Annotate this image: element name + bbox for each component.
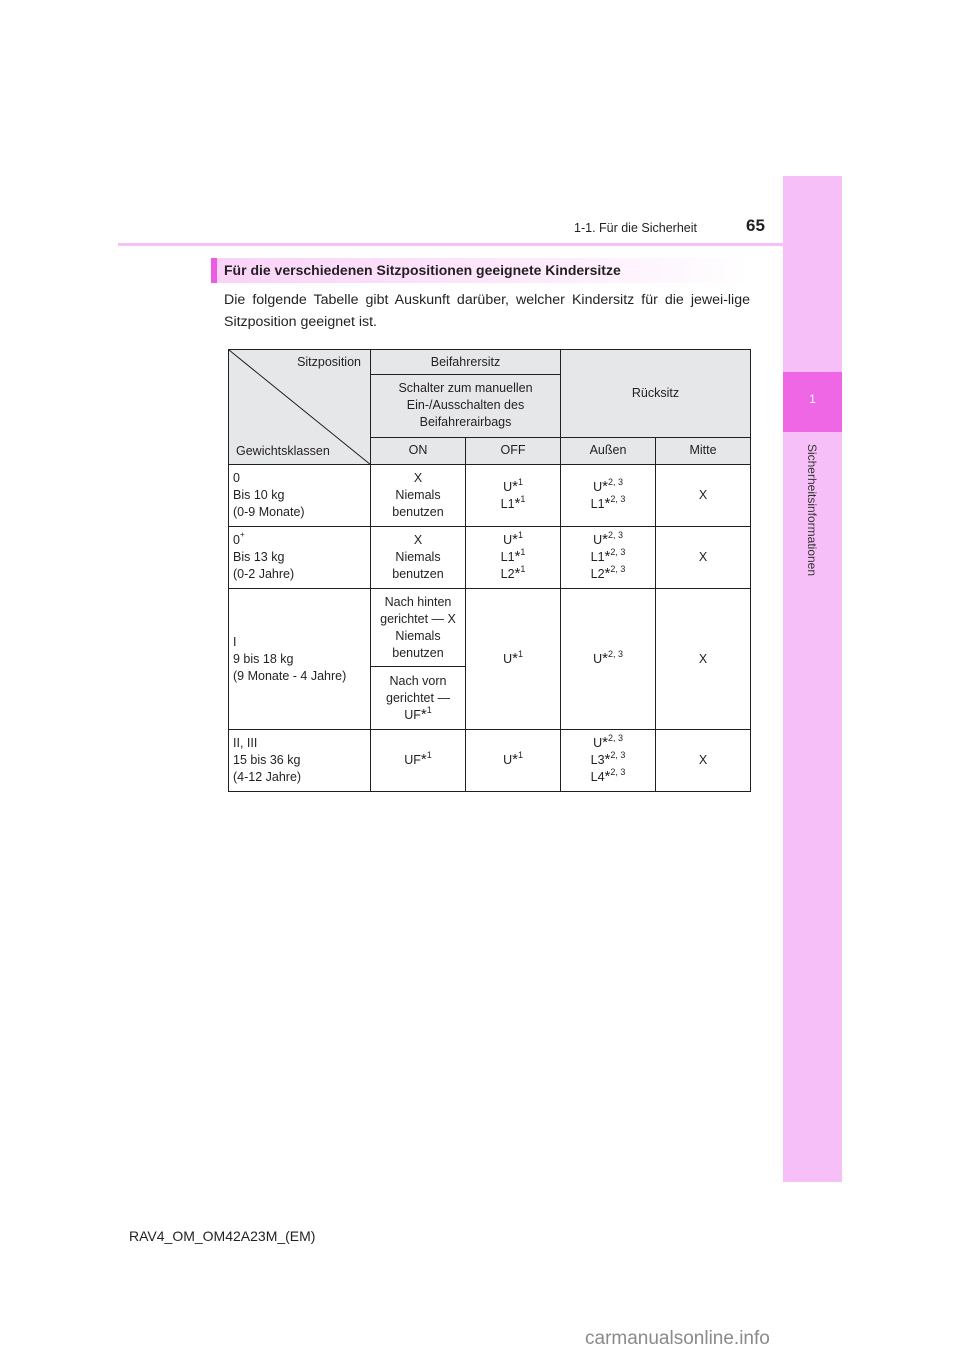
table-row (229, 527, 751, 589)
off-cell: U*$^1$ (466, 589, 561, 730)
middle-cell: X (656, 527, 751, 589)
header-rule (118, 243, 842, 246)
on-cell: X Niemals benutzen (371, 527, 466, 589)
intro-paragraph: Die folgende Tabelle gibt Auskunft darüber, welcher Kindersitz für die jewei-lige Sitzposition geeignet ist. (224, 292, 750, 330)
group-weight: Bis 10 kg (233, 488, 285, 502)
table-row (229, 730, 751, 792)
on-forward-facing-cell: Nach vorn gerichtet — UF*$^1$ (371, 667, 466, 730)
outer-cell: U*$^{2, 3}$ (561, 589, 656, 730)
footer-manual-code: RAV4_OM_OM42A23M_(EM) (129, 1228, 316, 1244)
group-age: (0-2 Jahre) (233, 567, 295, 581)
col-middle: Mitte (656, 437, 751, 464)
group-label: 0+ (233, 530, 245, 547)
section-title-accent (211, 258, 217, 283)
group-age: (0-9 Monate) (233, 505, 305, 519)
outer-cell: U*$^{2, 3}$ L1*$^{2, 3}$ (561, 465, 656, 527)
off-cell: U*$^1$ L1*$^1$ (466, 465, 561, 527)
table-row (229, 465, 751, 527)
group-label: II, III (233, 736, 258, 750)
outer-cell: U*$^{2, 3}$ L3*$^{2, 3}$ L4*$^{2, 3}$ (561, 730, 656, 792)
side-tab-label: Sicherheitsinformationen (805, 443, 819, 577)
chapter-title: 1-1. Für die Sicherheit (574, 221, 697, 235)
group-label: I (233, 634, 237, 649)
on-rear-facing-cell: Nach hinten gerichtet — X Niemals benutzen (371, 589, 466, 667)
off-cell: U*$^1$ L1*$^1$ L2*$^1$ (466, 527, 561, 589)
watermark: carmanualsonline.info (585, 1328, 770, 1349)
group-weight: 15 bis 36 kg (233, 753, 301, 767)
group-cell (229, 465, 371, 527)
col-on: ON (371, 437, 466, 464)
on-cell: UF*$^1$ (371, 730, 466, 792)
col-outer: Außen (561, 437, 656, 464)
section-title: Für die verschiedenen Sitzpositionen geeignete Kindersitze (224, 262, 621, 278)
outer-cell: U*$^{2, 3}$ L1*$^{2, 3}$ L2*$^{2, 3}$ (561, 527, 656, 589)
group-age: (9 Monate - 4 Jahre) (233, 668, 347, 683)
middle-cell: X (656, 589, 751, 730)
side-tab (783, 176, 842, 1182)
corner-top-label: Sitzposition (297, 355, 361, 369)
group-cell (229, 730, 371, 792)
group-label: 0 (233, 471, 240, 485)
group-weight: Bis 13 kg (233, 550, 285, 564)
rear-seat-header: Rücksitz (561, 350, 751, 438)
group-cell (229, 589, 371, 730)
group-age: (4-12 Jahre) (233, 770, 302, 784)
page-number: 65 (746, 216, 765, 235)
middle-cell: X (656, 730, 751, 792)
group-cell (229, 527, 371, 589)
off-cell: U*$^1$ (466, 730, 561, 792)
corner-bottom-label: Gewichtsklassen (236, 444, 330, 458)
airbag-switch-header: Schalter zum manuellen Ein-/Ausschalten des Beifahrerairbags (371, 375, 561, 438)
on-cell: X Niemals benutzen (371, 465, 466, 527)
child-seat-table (228, 349, 751, 792)
corner-header-cell (229, 350, 371, 465)
table-row (229, 589, 751, 667)
middle-cell: X (656, 465, 751, 527)
front-seat-header: Beifahrersitz (371, 350, 561, 375)
group-weight: 9 bis 18 kg (233, 651, 294, 666)
side-tab-number: 1 (809, 392, 816, 406)
col-off: OFF (466, 437, 561, 464)
